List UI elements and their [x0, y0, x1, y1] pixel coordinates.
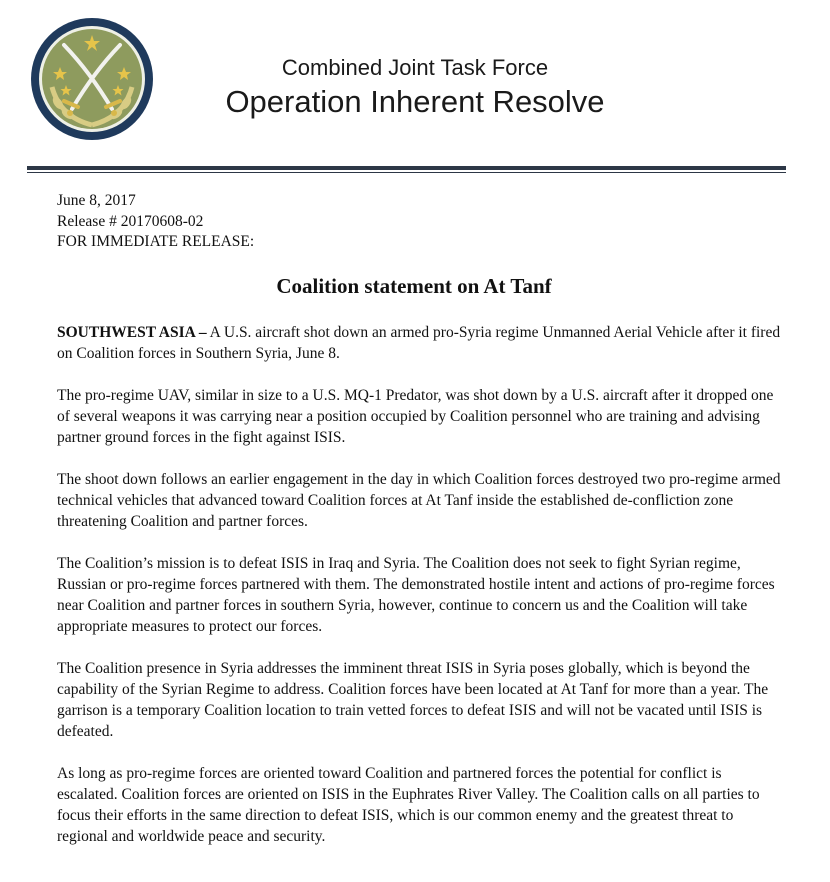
- paragraph-3: The shoot down follows an earlier engagement in the day in which Coalition forces destroyed two pro-regime armed technical vehicles that advanced toward Coalition forces at At Tanf inside the established de-confliction zone threatening Coalition and partner forces.: [57, 471, 781, 530]
- paragraph-4: The Coalition’s mission is to defeat ISIS in Iraq and Syria. The Coalition does not seek to fight Syrian regime, Russian or pro-regime forces partnered with them. The demonstrated hostile intent and actions of pro-regime forces near Coalition and partner forces in southern Syria, however, continue to concern us and the Coalition will take appropriate measures to protect our forces.: [57, 555, 775, 635]
- header-rule: [27, 166, 786, 170]
- dateline: SOUTHWEST ASIA –: [57, 324, 207, 341]
- headline: Coalition statement on At Tanf: [276, 274, 552, 298]
- paragraph-5: The Coalition presence in Syria addresses the imminent threat ISIS in Syria poses globally, which is beyond the capability of the Syrian Regime to address. Coalition forces have been located at At Tanf for more than a year. The garrison is a temporary Coalition location to train vetted forces to defeat ISIS and will not be vacated until ISIS is defeated.: [57, 660, 769, 740]
- paragraph-1-text: A U.S. aircraft shot down an armed pro-Syria regime Unmanned Aerial Vehicle after it fired on Coalition forces in Southern Syria, June 8.: [57, 324, 781, 362]
- header-rule-thin: [27, 172, 786, 173]
- cjtf-oir-seal-icon: [30, 17, 154, 141]
- paragraph-1: [57, 322, 785, 364]
- paragraph-6: As long as pro-regime forces are oriented toward Coalition and partnered forces the potential for conflict is escalated. Coalition forces are oriented on ISIS in the Euphrates River Valley. The Coalition calls on all parties to focus their efforts in the same direction to defeat ISIS, which is our common enemy and the greatest threat to regional and worldwide peace and security.: [57, 765, 760, 845]
- organization-title: Operation Inherent Resolve: [225, 84, 605, 119]
- organization-subtitle: Combined Joint Task Force: [281, 55, 549, 80]
- release-date: June 8, 2017: [57, 192, 136, 209]
- paragraph-2: The pro-regime UAV, similar in size to a U.S. MQ-1 Predator, was shot down by a U.S. aircraft after it dropped one of several weapons it was carrying near a position occupied by Coalition personnel who are training and advising partner ground forces in the fight against ISIS.: [57, 387, 774, 446]
- release-distribution: FOR IMMEDIATE RELEASE:: [57, 233, 255, 250]
- release-number: Release # 20170608-02: [57, 212, 204, 230]
- release-meta: [57, 191, 254, 253]
- article-body: [57, 322, 785, 868]
